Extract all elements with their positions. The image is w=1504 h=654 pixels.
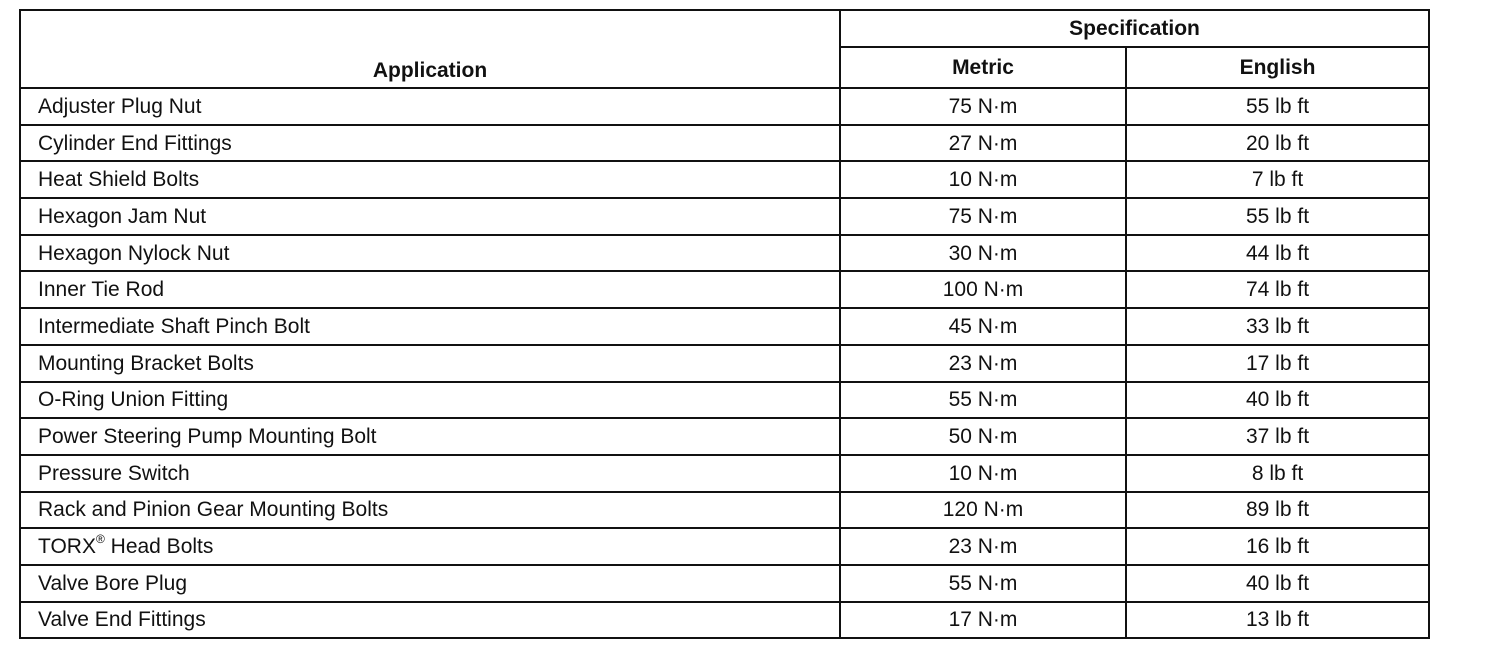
english-cell: 16 lb ft [1126, 528, 1429, 565]
metric-cell: 30 N·m [840, 235, 1126, 272]
registered-mark: ® [95, 532, 105, 547]
english-cell: 33 lb ft [1126, 308, 1429, 345]
header-english: English [1126, 47, 1429, 88]
application-cell: Rack and Pinion Gear Mounting Bolts [20, 492, 840, 529]
table-row [20, 565, 1429, 602]
application-cell: Power Steering Pump Mounting Bolt [20, 418, 840, 455]
application-cell: Inner Tie Rod [20, 271, 840, 308]
metric-cell: 120 N·m [840, 492, 1126, 529]
metric-cell: 17 N·m [840, 602, 1126, 639]
metric-cell: 10 N·m [840, 161, 1126, 198]
application-cell: Valve Bore Plug [20, 565, 840, 602]
english-cell: 40 lb ft [1126, 565, 1429, 602]
application-cell: O-Ring Union Fitting [20, 382, 840, 419]
english-cell: 44 lb ft [1126, 235, 1429, 272]
header-application: Application [20, 10, 840, 88]
application-cell: Pressure Switch [20, 455, 840, 492]
metric-cell: 23 N·m [840, 528, 1126, 565]
table-row [20, 528, 1429, 565]
english-cell: 37 lb ft [1126, 418, 1429, 455]
table-row [20, 455, 1429, 492]
table-row [20, 88, 1429, 125]
metric-cell: 10 N·m [840, 455, 1126, 492]
metric-cell: 100 N·m [840, 271, 1126, 308]
table-header [20, 10, 1429, 88]
metric-cell: 75 N·m [840, 88, 1126, 125]
english-cell: 20 lb ft [1126, 125, 1429, 162]
torque-spec-table [19, 9, 1430, 639]
english-cell: 13 lb ft [1126, 602, 1429, 639]
header-metric: Metric [840, 47, 1126, 88]
application-text: TORX [38, 535, 96, 559]
table-row [20, 492, 1429, 529]
application-cell: Hexagon Jam Nut [20, 198, 840, 235]
application-cell: Intermediate Shaft Pinch Bolt [20, 308, 840, 345]
metric-cell: 55 N·m [840, 382, 1126, 419]
metric-cell: 55 N·m [840, 565, 1126, 602]
table-row [20, 125, 1429, 162]
application-cell: Cylinder End Fittings [20, 125, 840, 162]
english-cell: 7 lb ft [1126, 161, 1429, 198]
application-cell: Valve End Fittings [20, 602, 840, 639]
metric-cell: 23 N·m [840, 345, 1126, 382]
application-cell: Hexagon Nylock Nut [20, 235, 840, 272]
application-cell: Adjuster Plug Nut [20, 88, 840, 125]
table-row [20, 271, 1429, 308]
application-cell: Heat Shield Bolts [20, 161, 840, 198]
english-cell: 8 lb ft [1126, 455, 1429, 492]
table-row [20, 161, 1429, 198]
table-row [20, 198, 1429, 235]
english-cell: 40 lb ft [1126, 382, 1429, 419]
table-row [20, 382, 1429, 419]
table-row [20, 345, 1429, 382]
english-cell: 74 lb ft [1126, 271, 1429, 308]
english-cell: 89 lb ft [1126, 492, 1429, 529]
english-cell: 17 lb ft [1126, 345, 1429, 382]
table-row [20, 602, 1429, 639]
metric-cell: 75 N·m [840, 198, 1126, 235]
metric-cell: 27 N·m [840, 125, 1126, 162]
english-cell: 55 lb ft [1126, 88, 1429, 125]
english-cell: 55 lb ft [1126, 198, 1429, 235]
metric-cell: 50 N·m [840, 418, 1126, 455]
header-specification: Specification [840, 10, 1429, 47]
application-cell [20, 528, 840, 565]
application-cell: Mounting Bracket Bolts [20, 345, 840, 382]
table-row [20, 308, 1429, 345]
table-row [20, 418, 1429, 455]
metric-cell: 45 N·m [840, 308, 1126, 345]
table-body [20, 88, 1429, 638]
application-suffix: Head Bolts [104, 535, 214, 559]
table-row [20, 235, 1429, 272]
